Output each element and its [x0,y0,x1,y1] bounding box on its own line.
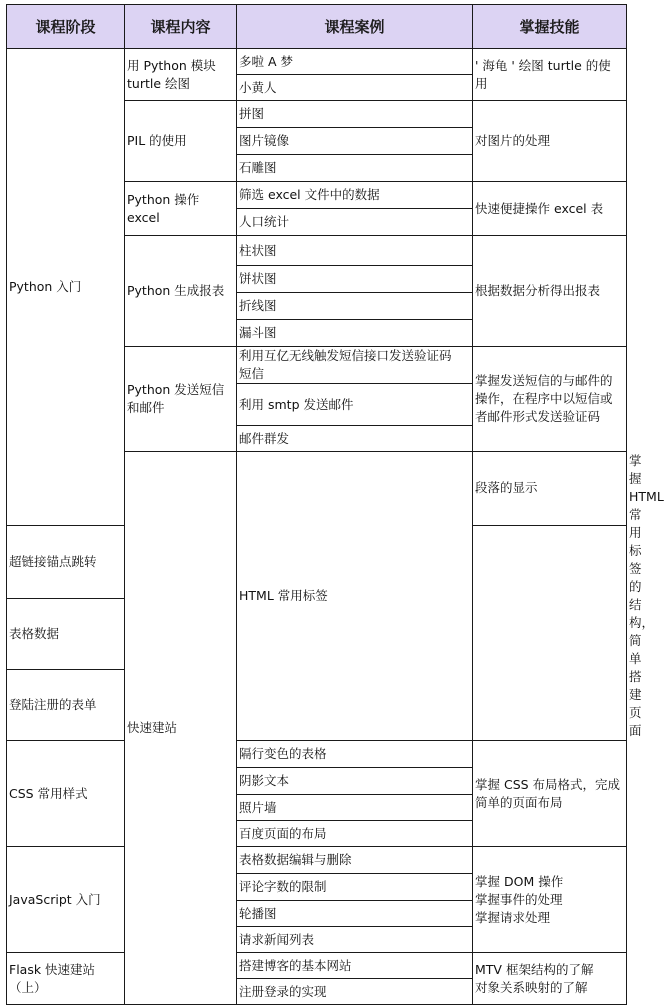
case-cell: 百度页面的布局 [237,821,473,847]
content-cell: Python 发送短信 和邮件 [125,347,237,452]
skill-cell: ' 海龟 ' 绘图 turtle 的使 用 [473,49,627,101]
case-cell: 段落的显示 [473,452,627,526]
case-cell: 注册登录的实现 [237,979,473,1005]
content-cell: 用 Python 模块 turtle 绘图 [125,49,237,101]
case-cell: 多啦 A 梦 [237,49,473,75]
course-table [6,4,664,1005]
case-cell: 利用互亿无线触发短信接口发送验证码 短信 [237,347,473,384]
skill-cell: MTV 框架结构的了解 对象关系映射的了解 [473,953,627,1005]
case-cell: 饼状图 [237,266,473,293]
case-cell: 照片墙 [237,795,473,821]
case-cell: 登陆注册的表单 [7,670,125,741]
case-cell: 人口统计 [237,209,473,236]
content-cell: JavaScript 入门 [7,847,125,953]
content-cell: Python 生成报表 [125,236,237,347]
case-cell: 阴影文本 [237,768,473,795]
case-cell: 隔行变色的表格 [237,741,473,768]
case-cell: 小黄人 [237,75,473,101]
table-row [7,953,627,979]
case-cell: 筛选 excel 文件中的数据 [237,182,473,209]
case-cell: 评论字数的限制 [237,874,473,901]
case-cell: 超链接锚点跳转 [7,525,125,599]
table-row [7,847,627,874]
header-stage: 课程阶段 [7,5,125,49]
case-cell: 图片镜像 [237,128,473,155]
skill-cell: 对图片的处理 [473,101,627,182]
case-cell: 利用 smtp 发送邮件 [237,384,473,426]
case-cell: 搭建博客的基本网站 [237,953,473,979]
skill-cell: 根据数据分析得出报表 [473,236,627,347]
table-row [7,741,627,768]
case-cell: 表格数据编辑与删除 [237,847,473,874]
table-row: 快速建站 HTML 常用标签 段落的显示 掌握 HTML 常用标签的结 构，简单搭建页面 [7,452,627,526]
case-cell: 拼图 [237,101,473,128]
case-cell: 漏斗图 [237,320,473,347]
case-cell: 折线图 [237,293,473,320]
case-cell: 邮件群发 [237,426,473,452]
table-row [7,49,627,75]
skill-cell: 快速便捷操作 excel 表 [473,182,627,236]
skill-cell: 掌握发送短信的与邮件的 操作，在程序中以短信或 者邮件形式发送验证码 [473,347,627,452]
content-cell: Flask 快速建站 （上） [7,953,125,1005]
content-cell: HTML 常用标签 [237,452,473,741]
case-cell: 柱状图 [237,236,473,266]
header-content: 课程内容 [125,5,237,49]
case-cell: 石雕图 [237,155,473,182]
case-cell: 请求新闻列表 [237,927,473,953]
stage-cell: 快速建站 [125,452,237,1005]
content-cell: PIL 的使用 [125,101,237,182]
header-case: 课程案例 [237,5,473,49]
header-skill: 掌握技能 [473,5,627,49]
header-row [7,5,627,49]
skill-cell: 掌握 DOM 操作 掌握事件的处理 掌握请求处理 [473,847,627,953]
skill-cell: 掌握 CSS 布局格式，完成 简单的页面布局 [473,741,627,847]
content-cell: Python 操作 excel [125,182,237,236]
case-cell: 表格数据 [7,599,125,670]
stage-cell: Python 入门 [7,49,125,526]
case-cell: 轮播图 [237,901,473,927]
content-cell: CSS 常用样式 [7,741,125,847]
